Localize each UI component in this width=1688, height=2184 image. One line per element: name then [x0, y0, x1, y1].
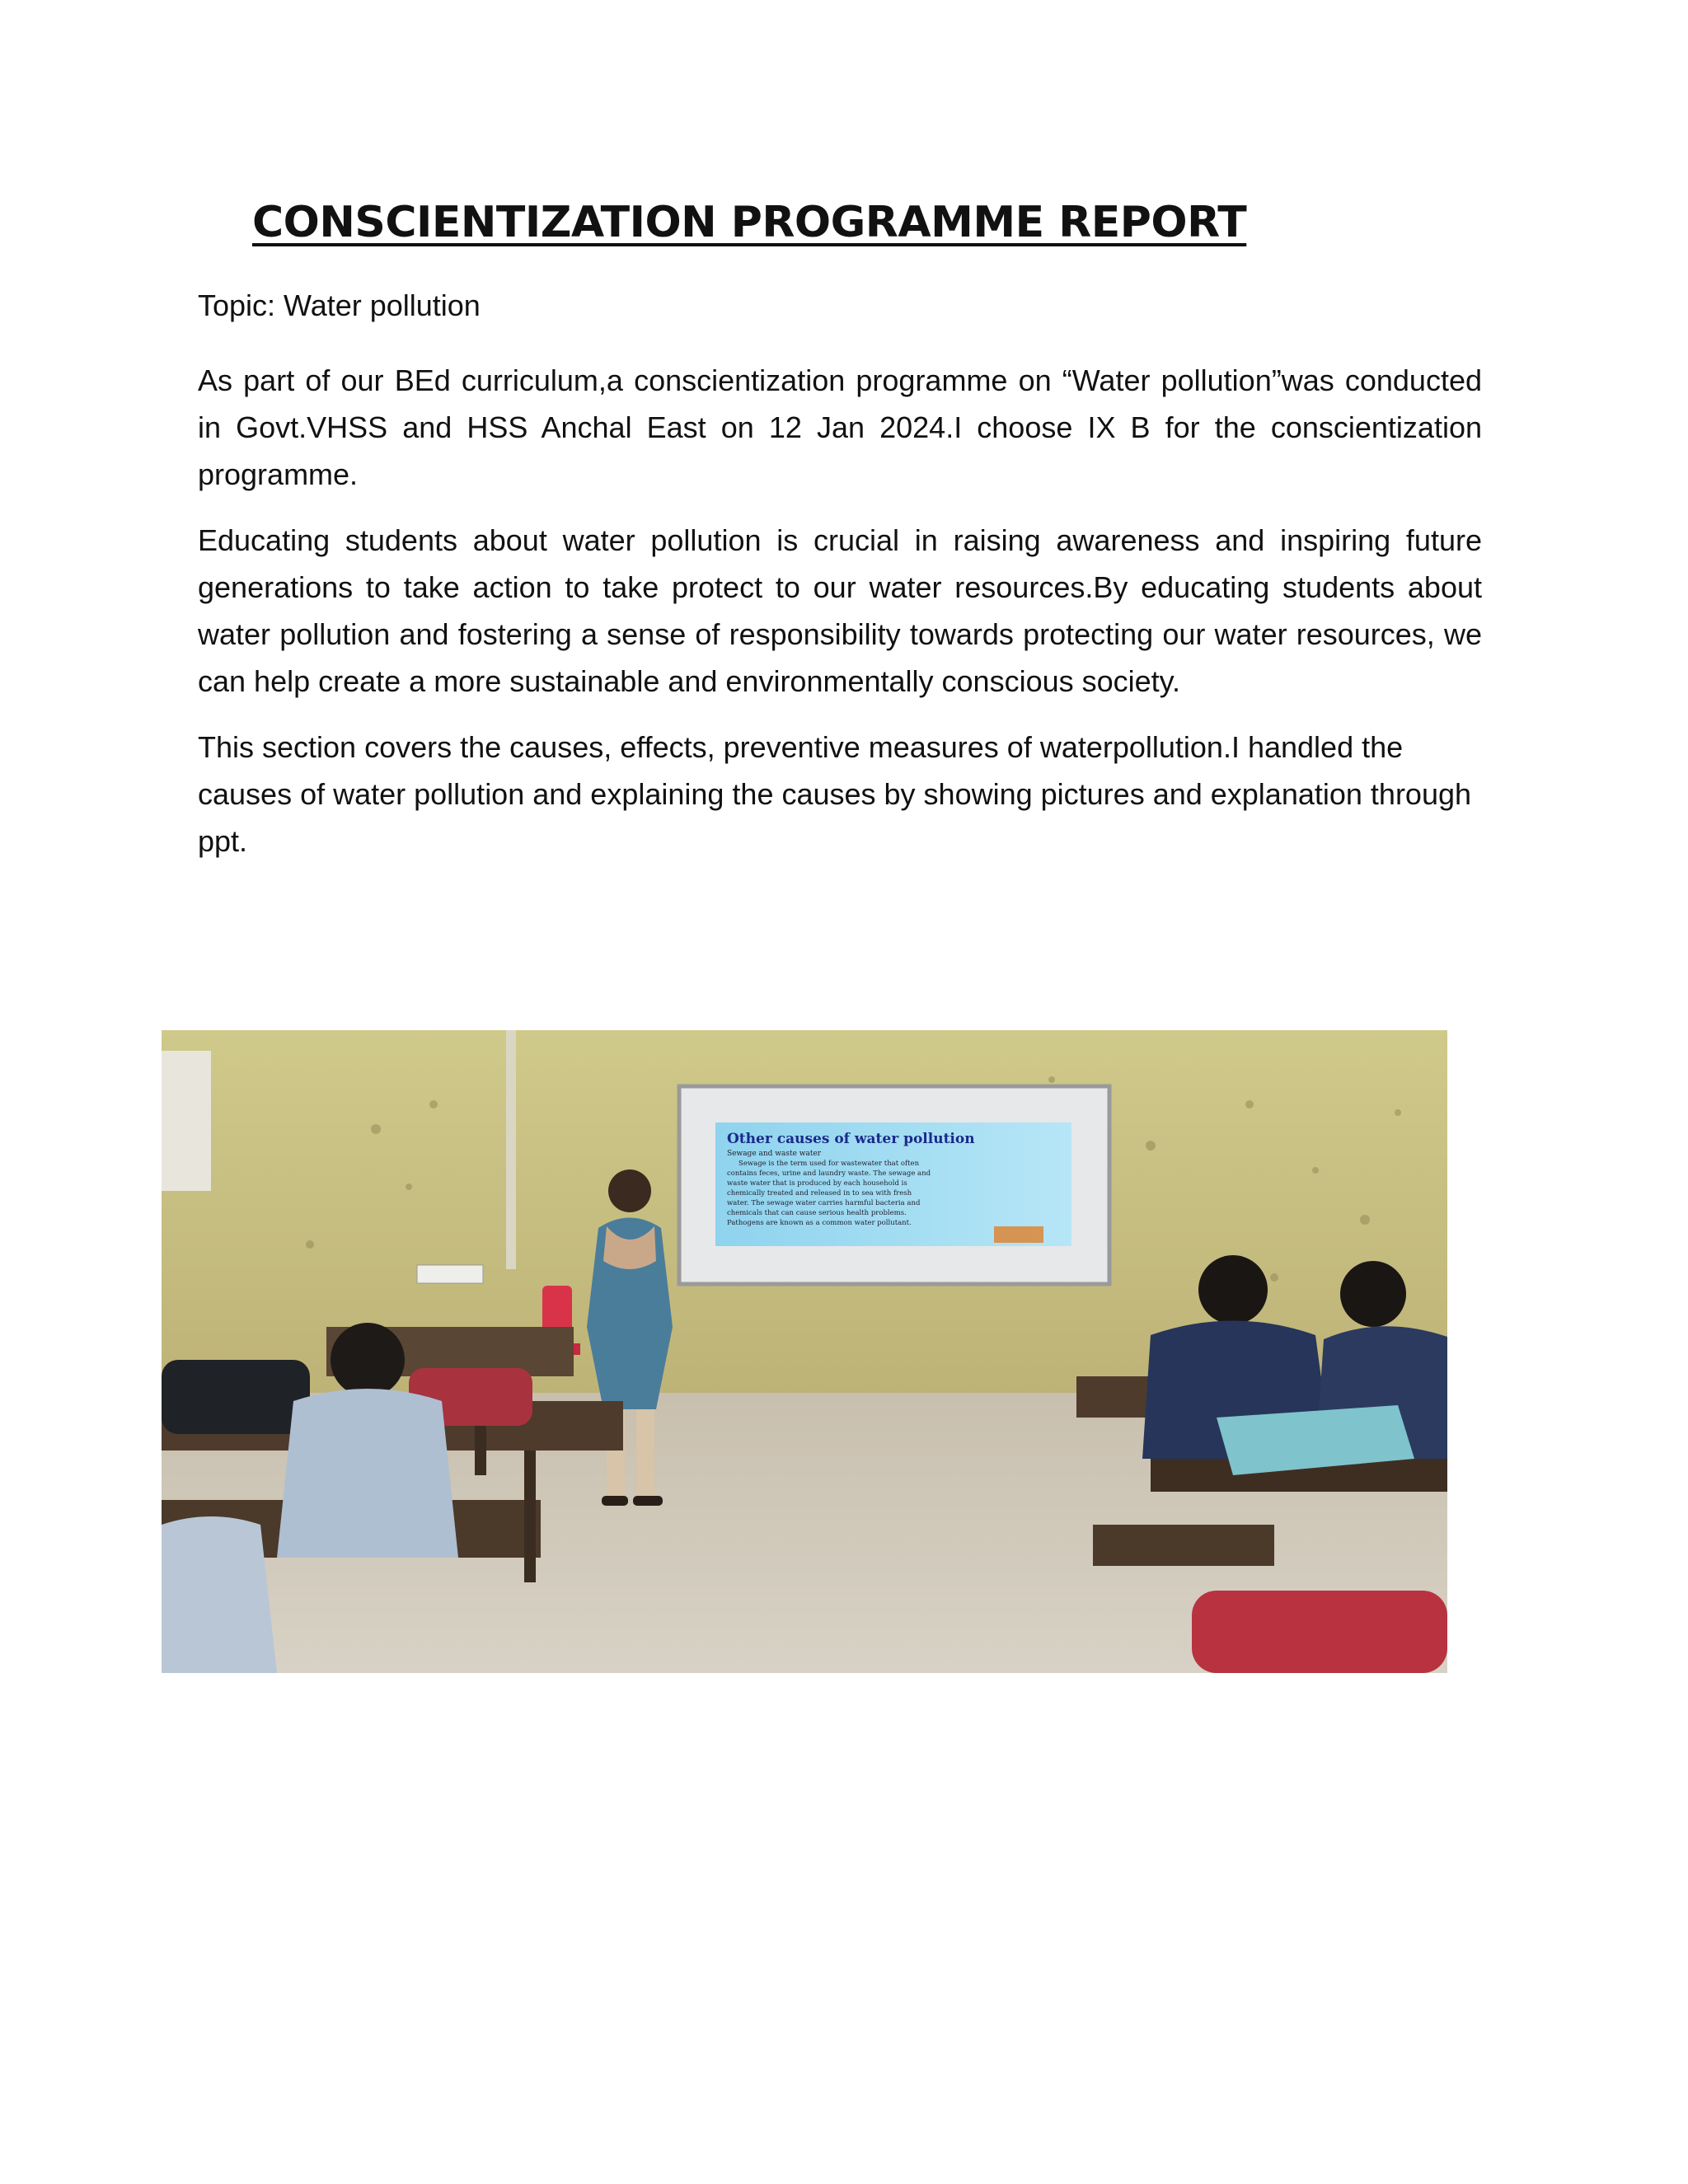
slide-line: chemicals that can cause serious health problems.	[727, 1209, 907, 1217]
slide-line: chemically treated and released in to sea with fresh	[727, 1189, 912, 1197]
topic-line: Topic: Water pollution	[198, 288, 481, 322]
slide-line: Sewage is the term used for wastewater that often	[738, 1160, 920, 1168]
slide-line: waste water that is produced by each household is	[727, 1179, 907, 1188]
slide-line: contains feces, urine and laundry waste. The sewage and	[727, 1169, 931, 1178]
paragraph-intro: As part of our BEd curriculum,a conscientization programme on “Water pollution”was conducted in Govt.VHSS and HSS Anchal East on 12 Jan 2024.I choose IX B for the conscientization programme.	[198, 363, 1482, 491]
report-title: CONSCIENTIZATION PROGRAMME REPORT	[252, 198, 1247, 247]
slide-line: Pathogens are known as a common water pollutant.	[727, 1219, 912, 1227]
slide-subtitle: Sewage and waste water	[727, 1150, 822, 1158]
classroom-photo	[162, 1030, 1447, 1673]
paragraph-importance: Educating students about water pollution is crucial in raising awareness and inspiring future generations to take action to take protect to our water resources.By educating students about water pollution and fostering a sense of responsibility towards protecting our water resources, we can help create a more sustainable and environmentally conscious society.	[198, 523, 1482, 698]
slide-line: water. The sewage water carries harmful bacteria and	[727, 1199, 921, 1207]
slide-title: Other causes of water pollution	[727, 1131, 975, 1147]
paragraph-section: This section covers the causes, effects, preventive measures of waterpollution.I handled the causes of water pollution and explaining the causes by showing pictures and explanation through ppt.	[198, 730, 1472, 858]
